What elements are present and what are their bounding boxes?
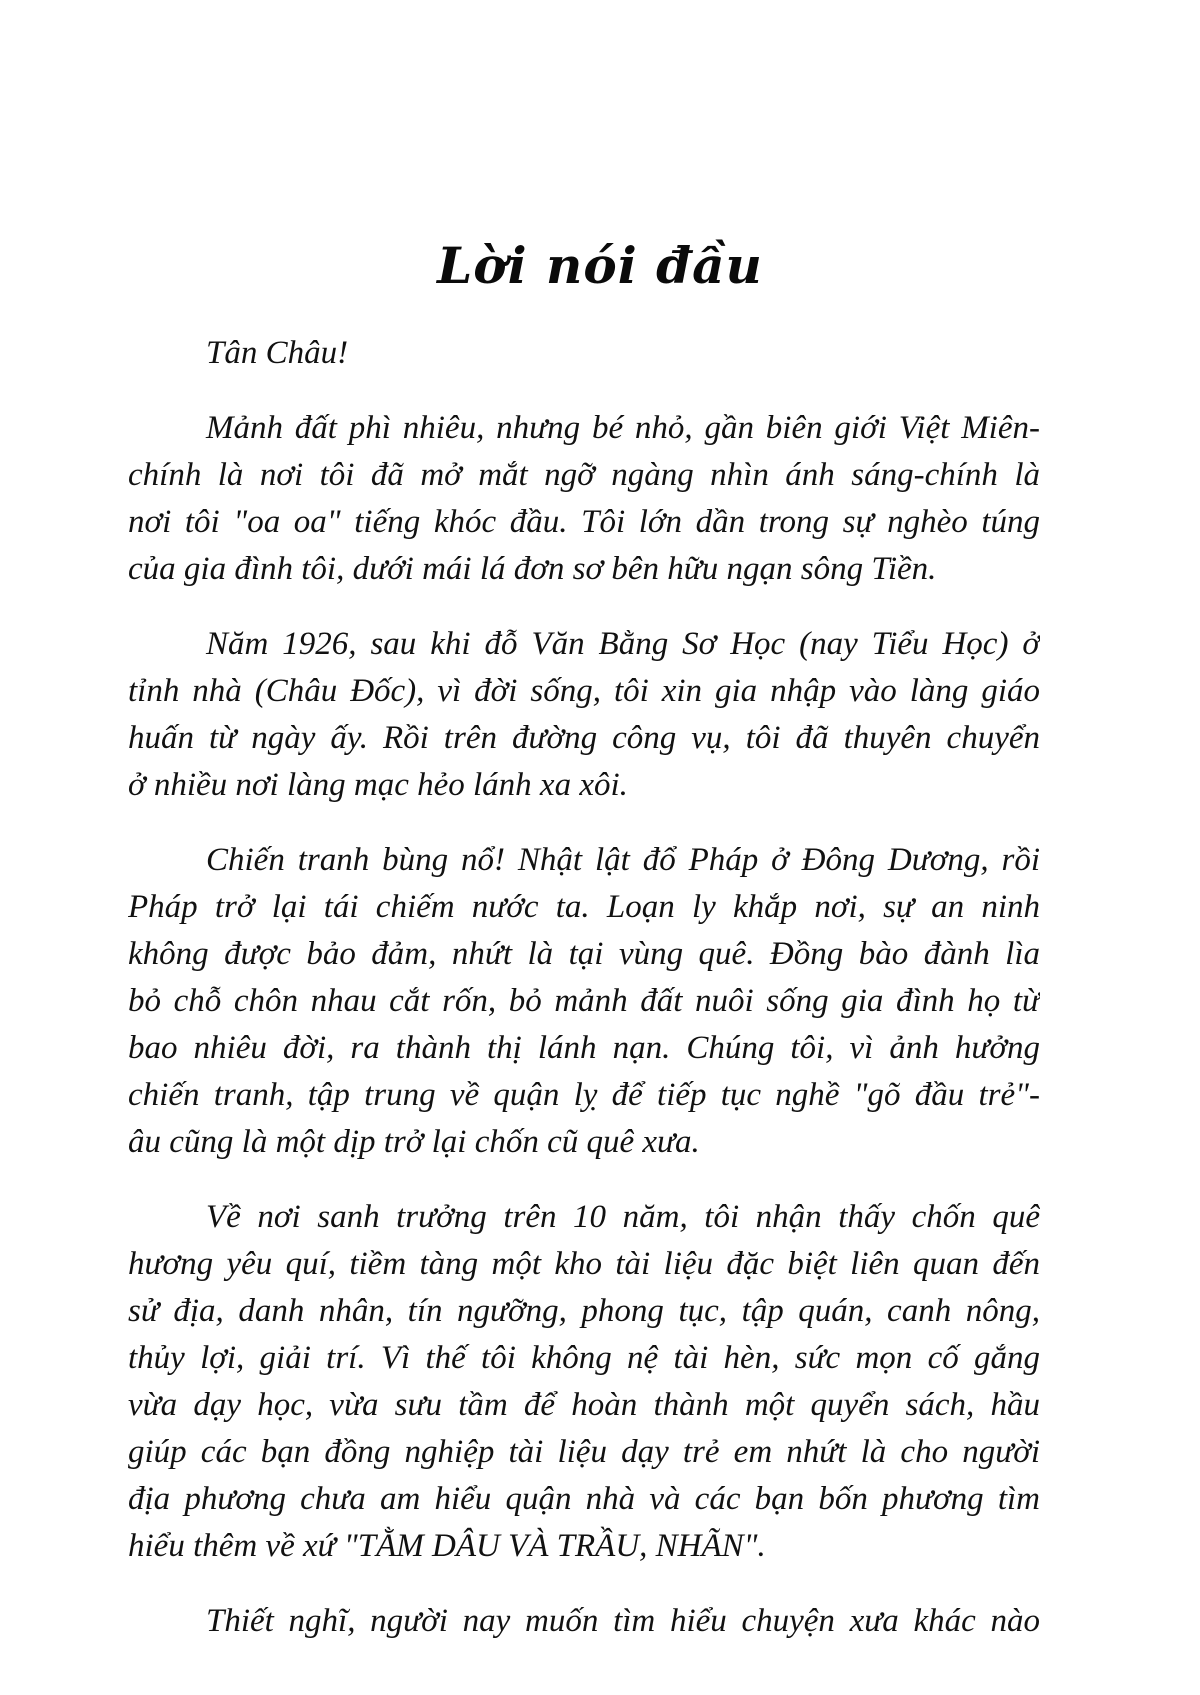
text-line: Về nơi sanh trưởng trên 10 năm, tôi nhận thấy chốn quê bbox=[206, 1199, 1040, 1235]
text-line: Thiết nghĩ, người nay muốn tìm hiểu chuyện xưa khác nào bbox=[206, 1603, 1040, 1639]
text-line: Mảnh đất phì nhiêu, nhưng bé nhỏ, gần biên giới Việt Miên- bbox=[206, 410, 1040, 446]
text-line: Pháp trở lại tái chiếm nước ta. Loạn ly khắp nơi, sự an ninh bbox=[128, 889, 1040, 925]
text-line: không được bảo đảm, nhứt là tại vùng quê. Đồng bào đành lìa bbox=[128, 936, 1040, 972]
text-line: tỉnh nhà (Châu Đốc), vì đời sống, tôi xin gia nhập vào làng giáo bbox=[128, 673, 1040, 709]
text-line: hương yêu quí, tiềm tàng một kho tài liệu đặc biệt liên quan đến bbox=[128, 1246, 1040, 1282]
text-line: Chiến tranh bùng nổ! Nhật lật đổ Pháp ở Đông Dương, rồi bbox=[206, 842, 1040, 878]
text-line: âu cũng là một dịp trở lại chốn cũ quê xưa. bbox=[128, 1124, 700, 1160]
text-line: huấn từ ngày ấy. Rồi trên đường công vụ, tôi đã thuyên chuyển bbox=[128, 720, 1040, 756]
text-line: địa phương chưa am hiểu quận nhà và các bạn bốn phương tìm bbox=[128, 1481, 1040, 1517]
text-line: bỏ chỗ chôn nhau cắt rốn, bỏ mảnh đất nuôi sống gia đình họ từ bbox=[128, 983, 1040, 1019]
text-line: vừa dạy học, vừa sưu tầm để hoàn thành một quyển sách, hầu bbox=[128, 1387, 1040, 1423]
greeting-line: Tân Châu! bbox=[206, 335, 349, 371]
text-line: hiểu thêm về xứ "TẰM DÂU VÀ TRẦU, NHÃN". bbox=[128, 1528, 766, 1564]
text-line: chính là nơi tôi đã mở mắt ngỡ ngàng nhìn ánh sáng-chính là bbox=[128, 457, 1040, 493]
text-line: sử địa, danh nhân, tín ngưỡng, phong tục, tập quán, canh nông, bbox=[128, 1293, 1040, 1329]
paragraph bbox=[128, 405, 1040, 593]
body-text bbox=[128, 330, 1040, 1673]
text-line: chiến tranh, tập trung về quận lỵ để tiếp tục nghề "gõ đầu trẻ"- bbox=[128, 1077, 1040, 1113]
paragraph bbox=[128, 1598, 1040, 1645]
text-line: ở nhiều nơi làng mạc hẻo lánh xa xôi. bbox=[128, 767, 628, 803]
text-line: giúp các bạn đồng nghiệp tài liệu dạy trẻ em nhứt là cho người bbox=[128, 1434, 1040, 1470]
page-title: Lời nói đầu bbox=[437, 236, 763, 295]
paragraph bbox=[128, 621, 1040, 809]
text-line: của gia đình tôi, dưới mái lá đơn sơ bên hữu ngạn sông Tiền. bbox=[128, 551, 937, 587]
text-line: bao nhiêu đời, ra thành thị lánh nạn. Chúng tôi, vì ảnh hưởng bbox=[128, 1030, 1040, 1066]
text-line: thủy lợi, giải trí. Vì thế tôi không nệ tài hèn, sức mọn cố gắng bbox=[128, 1340, 1040, 1376]
text-line: Năm 1926, sau khi đỗ Văn Bằng Sơ Học (nay Tiểu Học) ở bbox=[206, 626, 1040, 662]
text-line: nơi tôi "oa oa" tiếng khóc đầu. Tôi lớn dần trong sự nghèo túng bbox=[128, 504, 1040, 540]
paragraph bbox=[128, 1194, 1040, 1570]
paragraph bbox=[128, 837, 1040, 1166]
